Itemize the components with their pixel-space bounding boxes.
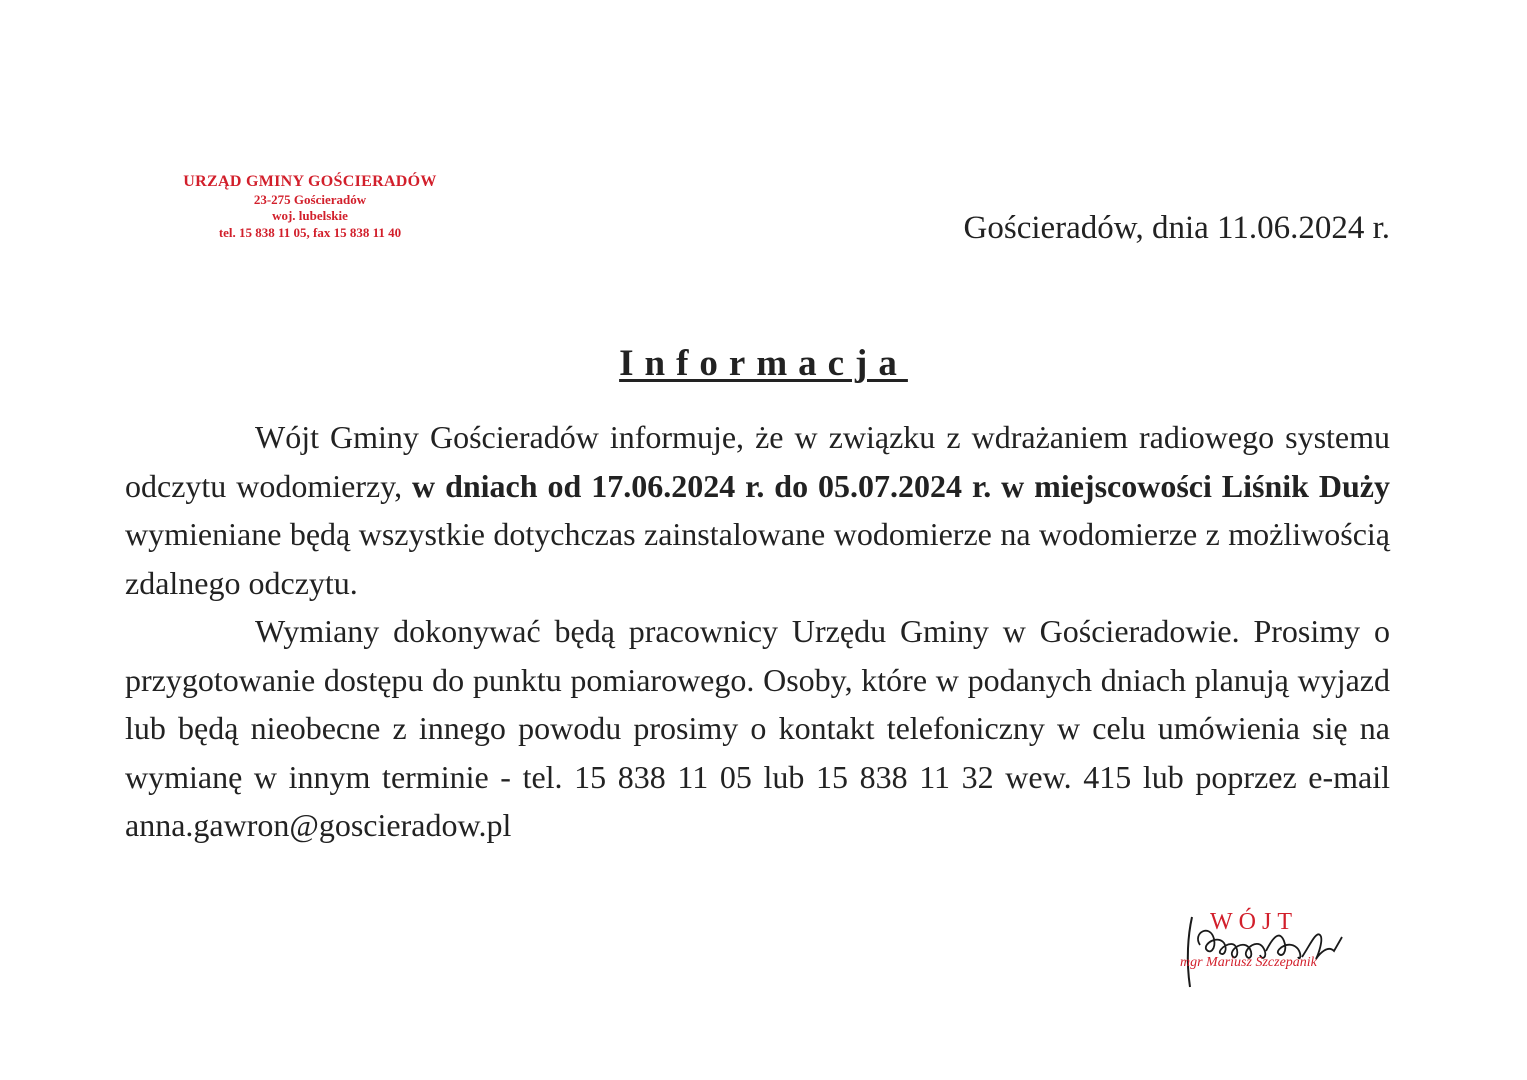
office-stamp [160, 172, 460, 241]
stamp-region: woj. lubelskie [272, 208, 348, 224]
document-title: Informacja [619, 343, 908, 384]
paragraph-1 [125, 413, 1390, 607]
paragraph-1-bold-dates-location: w dniach od 17.06.2024 r. do 05.07.2024 r. w miejscowości Liśnik Duży [412, 467, 1391, 504]
stamp-phones: tel. 15 838 11 05, fax 15 838 11 40 [218, 224, 402, 240]
signature-block [1170, 905, 1360, 995]
paragraph-2: Wymiany dokonywać będą pracownicy Urzędu Gminy w Gościeradowie. Prosimy o przygotowanie dostępu do punktu pomiarowego. Osoby, które w podanych dniach planują wyjazd lub będą nieobecne z innego powodu prosimy o kontakt telefoniczny w celu umówienia się na wymianę w innym terminie - tel. 15 838 11 05 lub 15 838 11 32 wew. 415 lub poprzez e-mail anna.gawron@goscieradow.pl [125, 613, 1390, 843]
signature-title-stamp: WÓJT [1210, 909, 1298, 935]
handwritten-signature-icon [1170, 905, 1360, 995]
signature-printed-name: mgr Mariusz Szczepanik [1180, 955, 1317, 970]
document-body [125, 413, 1390, 850]
paragraph-1-rest: wymieniane będą wszystkie dotychczas zainstalowane wodomierze na wodomierze z możliwością zdalnego odczytu. [125, 516, 1390, 601]
document-title-wrapper [0, 342, 1527, 385]
stamp-postal-address: 23-275 Gościeradów [253, 192, 367, 207]
paragraph-1-intro: Wójt Gminy Gościeradów informuje, że w związku z wdrażaniem radiowego systemu odczytu wodomierzy, [125, 419, 1390, 504]
place-date: Gościeradów, dnia 11.06.2024 r. [963, 210, 1390, 246]
stamp-office-name: URZĄD GMINY GOŚCIERADÓW [183, 173, 437, 190]
